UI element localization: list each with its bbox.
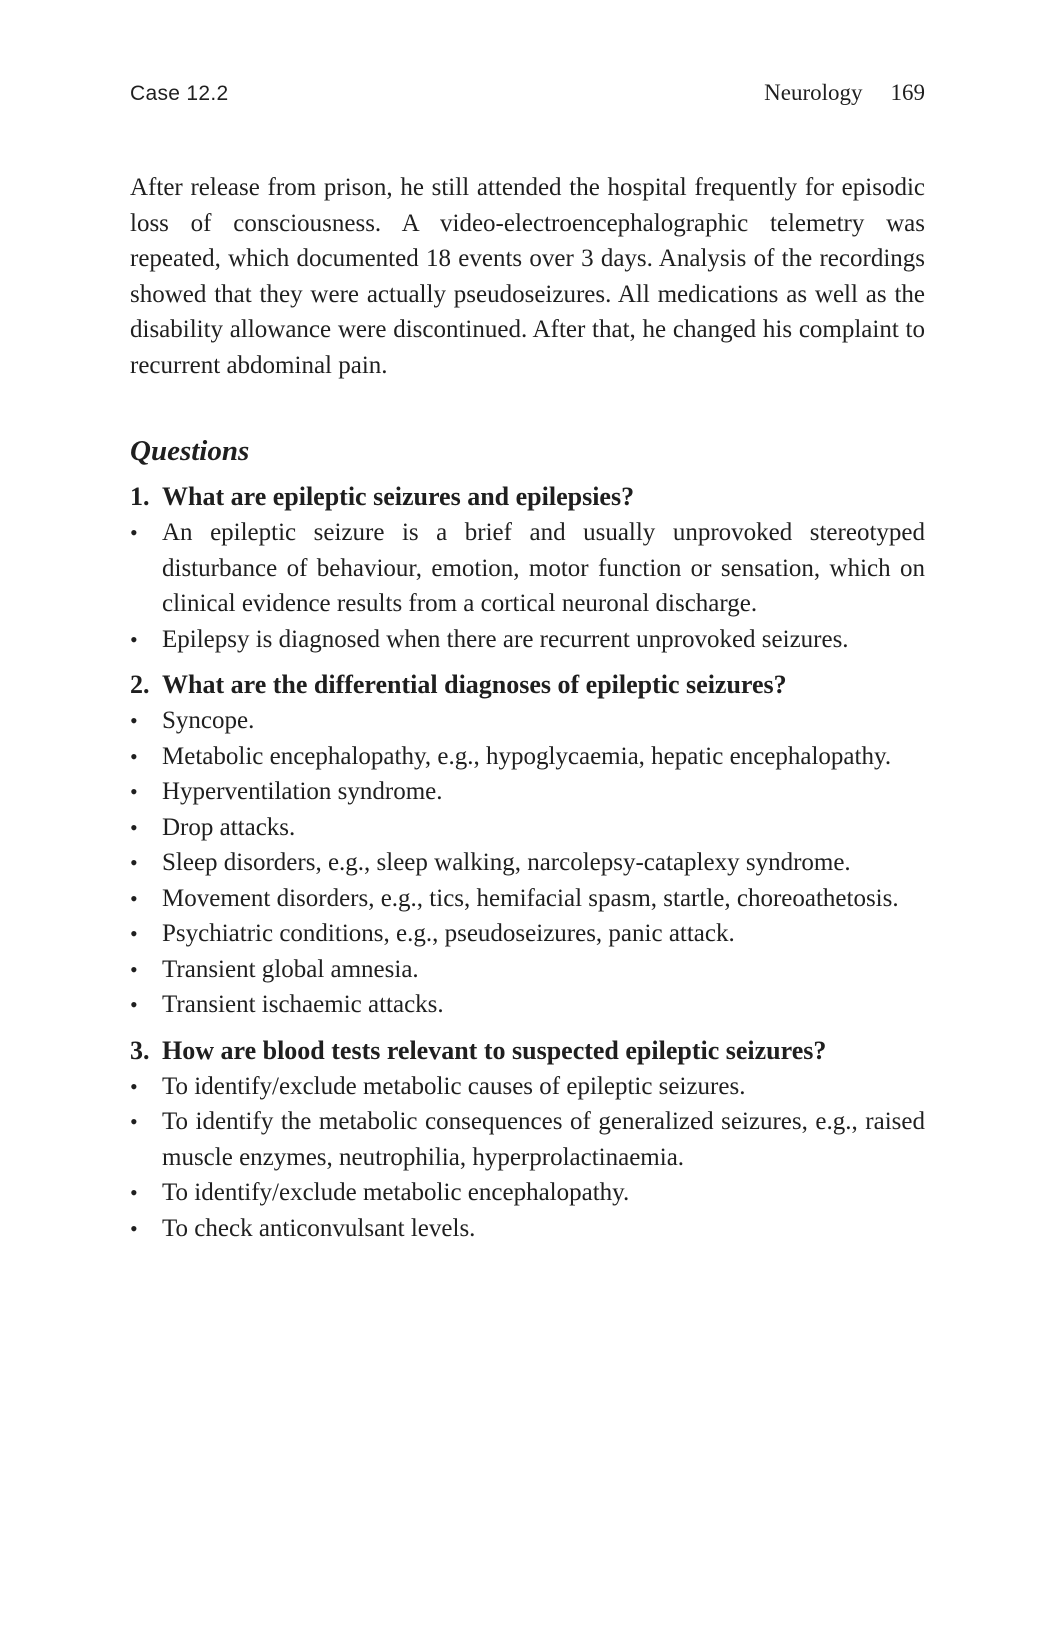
bullet-icon: • — [130, 1109, 138, 1134]
bullet-text: Movement disorders, e.g., tics, hemifacial spasm, startle, choreoathetosis. — [162, 884, 899, 912]
bullet-text: Psychiatric conditions, e.g., pseudoseizures, panic attack. — [162, 920, 735, 947]
list-item — [130, 987, 925, 1023]
question-2 — [130, 667, 925, 703]
bullet-text: Hyperventilation syndrome. — [162, 778, 443, 805]
question-3 — [130, 1033, 925, 1069]
list-item — [130, 1211, 925, 1247]
case-label: Case 12.2 — [130, 82, 229, 105]
bullet-icon: • — [130, 1215, 138, 1241]
answer-list — [130, 515, 925, 657]
bullet-text: Epilepsy is diagnosed when there are recurrent unprovoked seizures. — [162, 625, 849, 653]
list-item — [130, 515, 925, 622]
list-item — [130, 1104, 925, 1175]
bullet-text: Transient ischaemic attacks. — [162, 991, 444, 1018]
list-item — [130, 916, 925, 952]
list-item — [130, 774, 925, 810]
list-item — [130, 1069, 925, 1105]
intro-paragraph: After release from prison, he still attended the hospital frequently for episodic loss of consciousness. A video-electroencephalographic telemetry was repeated, which documented 18 events over 3 days. Analysis of the recordings showed that they were actually pseudoseizures. All medications as well as the disability allowance were discontinued. After that, he changed his complaint to recurrent abdominal pain. — [130, 174, 925, 379]
bullet-text: Sleep disorders, e.g., sleep walking, narcolepsy-cataplexy syndrome. — [162, 849, 851, 876]
running-header — [130, 80, 925, 120]
bullet-icon: • — [130, 626, 138, 652]
bullet-icon: • — [130, 1073, 138, 1099]
question-number: 3. — [130, 1035, 150, 1065]
question-number: 1. — [130, 482, 150, 511]
header-right — [764, 80, 925, 106]
bullet-icon: • — [130, 743, 138, 769]
question-text: What are the differential diagnoses of epileptic seizures? — [162, 670, 787, 699]
bullet-icon: • — [130, 992, 138, 1017]
bullet-text: Drop attacks. — [162, 813, 296, 841]
list-item — [130, 810, 925, 846]
bullet-icon: • — [130, 921, 138, 946]
list-item — [130, 845, 925, 881]
questions-heading: Questions — [130, 435, 250, 467]
question-text: What are epileptic seizures and epilepsies? — [162, 482, 635, 511]
bullet-icon: • — [130, 850, 138, 875]
bullet-text: To identify the metabolic consequences of generalized seizures, e.g., raised muscle enzymes, neutrophilia, hyperprolactinaemia. — [162, 1108, 925, 1171]
book-page — [130, 80, 925, 1246]
list-item — [130, 1175, 925, 1211]
bullet-text: Metabolic encephalopathy, e.g., hypoglycaemia, hepatic encephalopathy. — [162, 742, 892, 770]
list-item — [130, 739, 925, 775]
answer-list — [130, 1069, 925, 1247]
bullet-icon: • — [130, 814, 138, 840]
list-item — [130, 703, 925, 739]
bullet-icon: • — [130, 956, 138, 982]
bullet-icon: • — [130, 708, 138, 733]
question-text: How are blood tests relevant to suspected epileptic seizures? — [162, 1035, 827, 1065]
question-number: 2. — [130, 670, 150, 699]
answer-list — [130, 703, 925, 1023]
list-item — [130, 952, 925, 988]
bullet-text: An epileptic seizure is a brief and usually unprovoked stereotyped disturbance of behaviour, emotion, motor function or sensation, which on clinical evidence results from a cortical neuronal discharge. — [162, 519, 925, 617]
bullet-text: Syncope. — [162, 707, 255, 734]
section-name: Neurology — [764, 80, 863, 105]
bullet-icon: • — [130, 779, 138, 804]
list-item — [130, 881, 925, 917]
bullet-text: To identify/exclude metabolic causes of epileptic seizures. — [162, 1072, 746, 1100]
list-item — [130, 622, 925, 658]
questions-list — [130, 479, 925, 1246]
page-number: 169 — [890, 80, 925, 105]
bullet-text: To identify/exclude metabolic encephalopathy. — [162, 1179, 630, 1206]
bullet-text: Transient global amnesia. — [162, 955, 419, 983]
bullet-icon: • — [130, 1180, 138, 1205]
question-1 — [130, 479, 925, 515]
bullet-icon: • — [130, 885, 138, 911]
bullet-icon: • — [130, 520, 138, 545]
bullet-text: To check anticonvulsant levels. — [162, 1214, 476, 1242]
